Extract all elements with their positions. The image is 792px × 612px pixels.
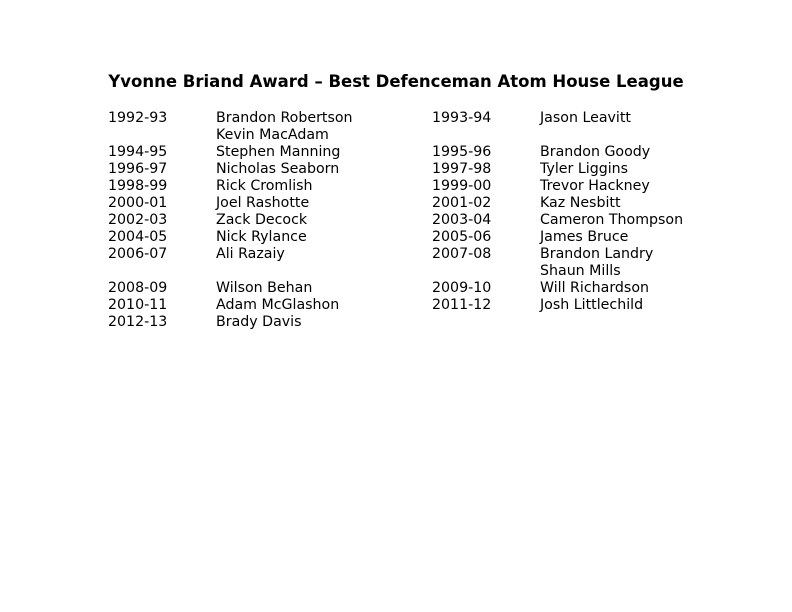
winner-name: Brady Davis bbox=[216, 314, 302, 330]
season-label: 2000-01 bbox=[108, 195, 168, 211]
winner-name: Wilson Behan bbox=[216, 280, 313, 296]
season-label: 2012-13 bbox=[108, 314, 168, 330]
page-title: Yvonne Briand Award – Best Defenceman Atom House League bbox=[108, 72, 684, 91]
winner-name: Rick Cromlish bbox=[216, 178, 313, 194]
season-label: 2011-12 bbox=[432, 297, 492, 313]
winner-name: Adam McGlashon bbox=[216, 297, 340, 313]
season-label: 2010-11 bbox=[108, 297, 168, 313]
season-label: 1996-97 bbox=[108, 161, 168, 177]
season-label: 2009-10 bbox=[432, 280, 492, 296]
season-label: 2005-06 bbox=[432, 229, 492, 245]
season-label: 1995-96 bbox=[432, 144, 492, 160]
season-label: 2006-07 bbox=[108, 246, 168, 262]
winner-name: Nicholas Seaborn bbox=[216, 161, 340, 177]
season-label: 1997-98 bbox=[432, 161, 492, 177]
winner-name: Kaz Nesbitt bbox=[540, 195, 621, 211]
season-label: 2001-02 bbox=[432, 195, 492, 211]
winner-name: Brandon Landry bbox=[540, 246, 654, 262]
winner-name: Jason Leavitt bbox=[540, 110, 631, 126]
winner-name: Kevin MacAdam bbox=[216, 127, 329, 143]
season-label: 2004-05 bbox=[108, 229, 168, 245]
winner-name: Cameron Thompson bbox=[540, 212, 684, 228]
season-label: 2007-08 bbox=[432, 246, 492, 262]
winner-name: Will Richardson bbox=[540, 280, 649, 296]
winner-name: Nick Rylance bbox=[216, 229, 307, 245]
winner-name: Brandon Robertson bbox=[216, 110, 353, 126]
winner-name: Brandon Goody bbox=[540, 144, 651, 160]
season-label: 1999-00 bbox=[432, 178, 492, 194]
season-label: 1994-95 bbox=[108, 144, 168, 160]
season-label: 2008-09 bbox=[108, 280, 168, 296]
season-label: 2002-03 bbox=[108, 212, 168, 228]
winner-name: Ali Razaiy bbox=[216, 246, 285, 262]
season-label: 1992-93 bbox=[108, 110, 168, 126]
winner-name: James Bruce bbox=[540, 229, 629, 245]
winner-name: Tyler Liggins bbox=[540, 161, 629, 177]
winner-name: Zack Decock bbox=[216, 212, 308, 228]
winner-name: Josh Littlechild bbox=[540, 297, 644, 313]
season-label: 1993-94 bbox=[432, 110, 492, 126]
winner-name: Trevor Hackney bbox=[540, 178, 650, 194]
season-label: 1998-99 bbox=[108, 178, 168, 194]
winner-name: Shaun Mills bbox=[540, 263, 621, 279]
winner-name: Stephen Manning bbox=[216, 144, 341, 160]
season-label: 2003-04 bbox=[432, 212, 492, 228]
winner-name: Joel Rashotte bbox=[216, 195, 310, 211]
